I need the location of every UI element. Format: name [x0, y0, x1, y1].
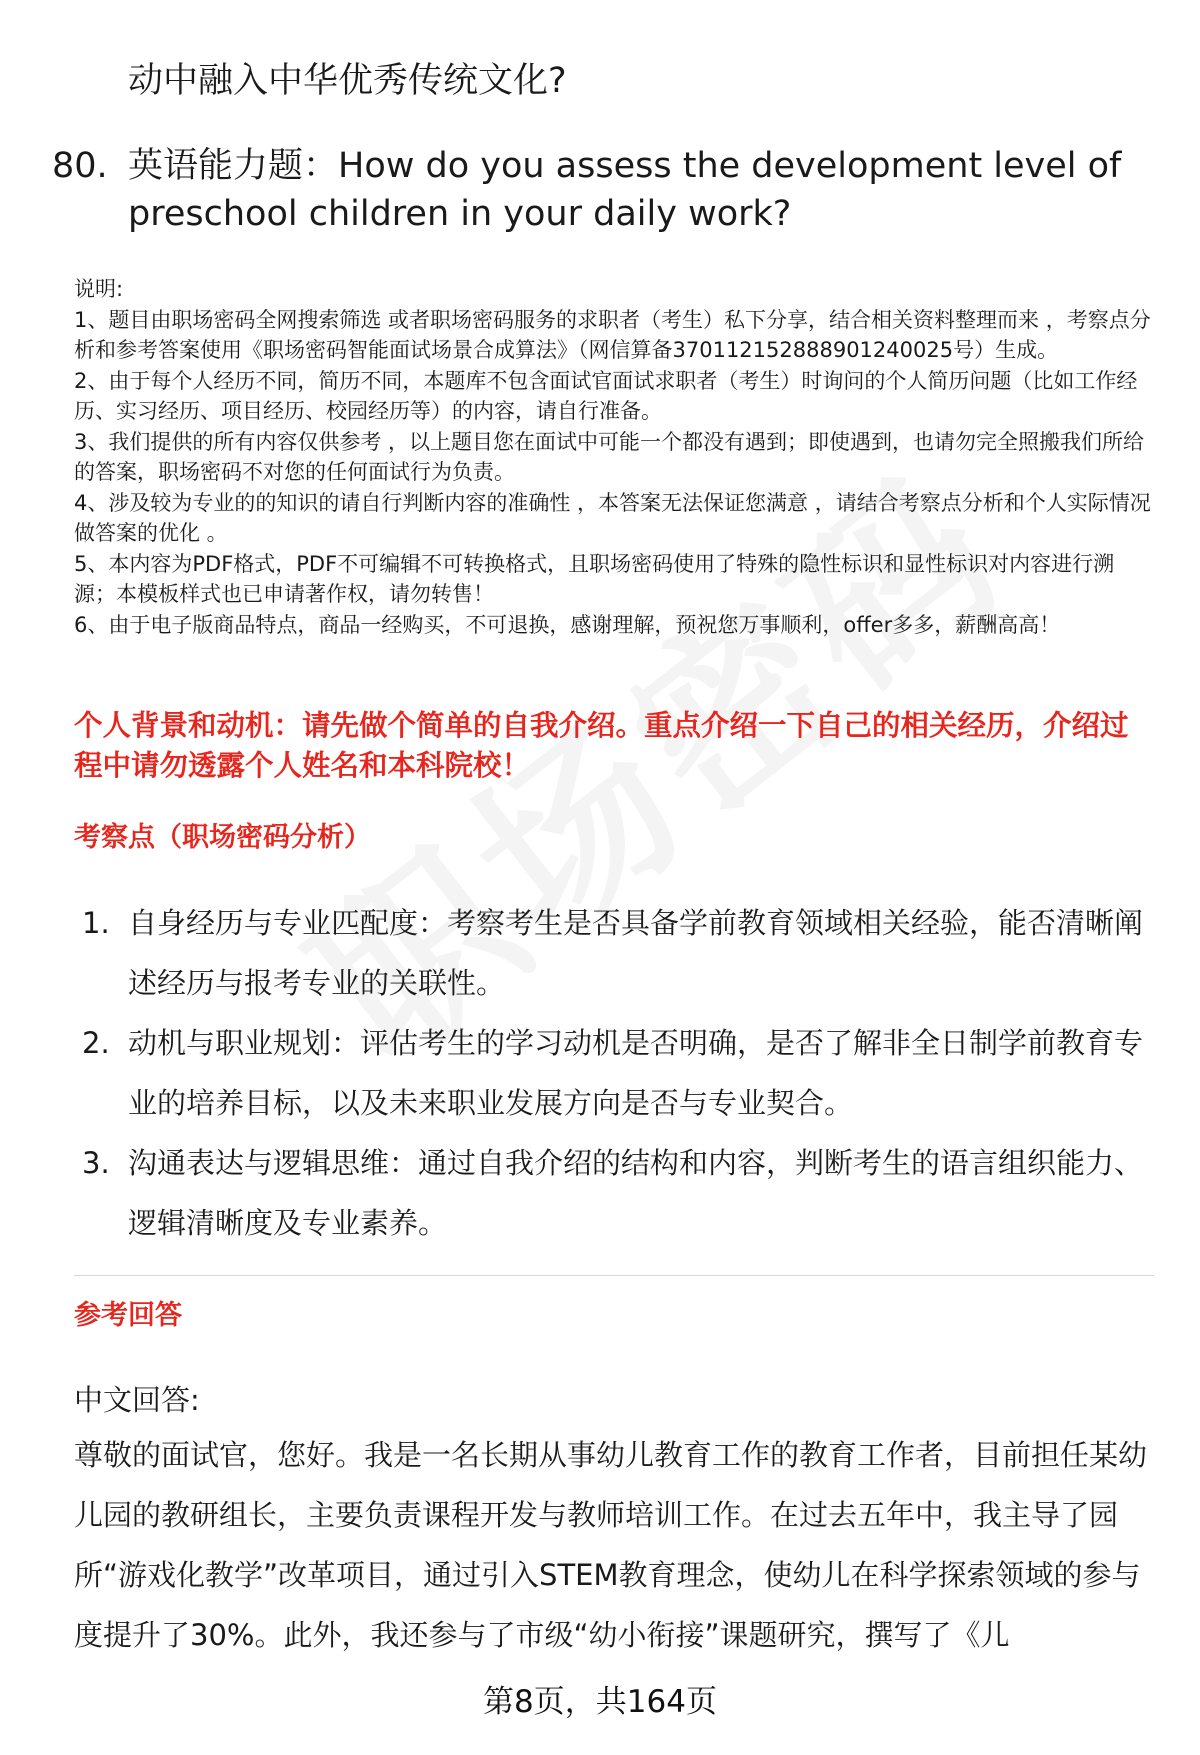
point-text: 自身经历与专业匹配度：考察考生是否具备学前教育领域相关经验，能否清晰阐述经历与报考专业的关联性。	[128, 906, 1144, 1000]
page-number-footer: 第8页，共164页	[483, 1684, 717, 1720]
analysis-heading: 考察点（职场密码分析）	[74, 822, 371, 853]
point-number: 3.	[82, 1146, 110, 1180]
note-item: 1、题目由职场密码全网搜索筛选 或者职场密码服务的求职者（考生）私下分享，结合相关资料整理而来 ，考察点分析和参考答案使用《职场密码智能面试场景合成算法》（网信算备370112152888901240025号）生成。	[74, 307, 1151, 362]
question-80	[52, 142, 1142, 238]
point-text: 沟通表达与逻辑思维：通过自我介绍的结构和内容，判断考生的语言组织能力、逻辑清晰度及专业素养。	[128, 1146, 1144, 1240]
question-number: 80.	[52, 146, 108, 186]
interview-question-heading: 个人背景和动机：请先做个简单的自我介绍。重点介绍一下自己的相关经历，介绍过程中请勿透露个人姓名和本科院校！	[74, 709, 1129, 782]
analysis-points	[82, 893, 1152, 1253]
analysis-point	[82, 1013, 1152, 1133]
point-number: 1.	[82, 906, 110, 940]
answer-text: 尊敬的面试官，您好。我是一名长期从事幼儿教育工作的教育工作者，目前担任某幼儿园的教研组长，主要负责课程开发与教师培训工作。在过去五年中，我主导了园所“游戏化教学”改革项目，通过引入STEM教育理念，使幼儿在科学探索领域的参与度提升了30%。此外，我还参与了市级“幼小衔接”课题研究，撰写了《儿	[74, 1438, 1148, 1652]
reference-answer-heading: 参考回答	[74, 1300, 182, 1331]
note-item: 4、涉及较为专业的的知识的请自行判断内容的准确性 ，本答案无法保证您满意 ，请结合考察点分析和个人实际情况做答案的优化 。	[74, 490, 1151, 545]
note-item: 2、由于每个人经历不同，简历不同，本题库不包含面试官面试求职者（考生）时询问的个人简历问题（比如工作经历、实习经历、项目经历、校园经历等）的内容，请自行准备。	[74, 368, 1138, 423]
previous-question-continuation: 动中融入中华优秀传统文化?	[128, 61, 567, 101]
point-text: 动机与职业规划：评估考生的学习动机是否明确，是否了解非全日制学前教育专业的培养目标，以及未来职业发展方向是否与专业契合。	[128, 1026, 1144, 1120]
note-item: 3、我们提供的所有内容仅供参考 ，以上题目您在面试中可能一个都没有遇到；即使遇到，也请勿完全照搬我们所给的答案，职场密码不对您的任何面试行为负责。	[74, 429, 1145, 484]
notes-title: 说明:	[74, 277, 124, 301]
answer-language-label: 中文回答:	[74, 1383, 200, 1417]
question-text: 英语能力题：How do you assess the development level of preschool children in your daily work?	[128, 146, 1122, 234]
section-divider	[74, 1275, 1154, 1276]
note-item: 5、本内容为PDF格式，PDF不可编辑不可转换格式，且职场密码使用了特殊的隐性标识和显性标识对内容进行溯源；本模板样式也已申请著作权，请勿转售！	[74, 551, 1115, 606]
point-number: 2.	[82, 1026, 110, 1060]
analysis-point	[82, 1133, 1152, 1253]
analysis-point	[82, 893, 1152, 1013]
disclaimer-notes	[74, 274, 1154, 640]
note-item: 6、由于电子版商品特点，商品一经购买，不可退换，感谢理解，预祝您万事顺利，offer多多，薪酬高高！	[74, 612, 1061, 637]
